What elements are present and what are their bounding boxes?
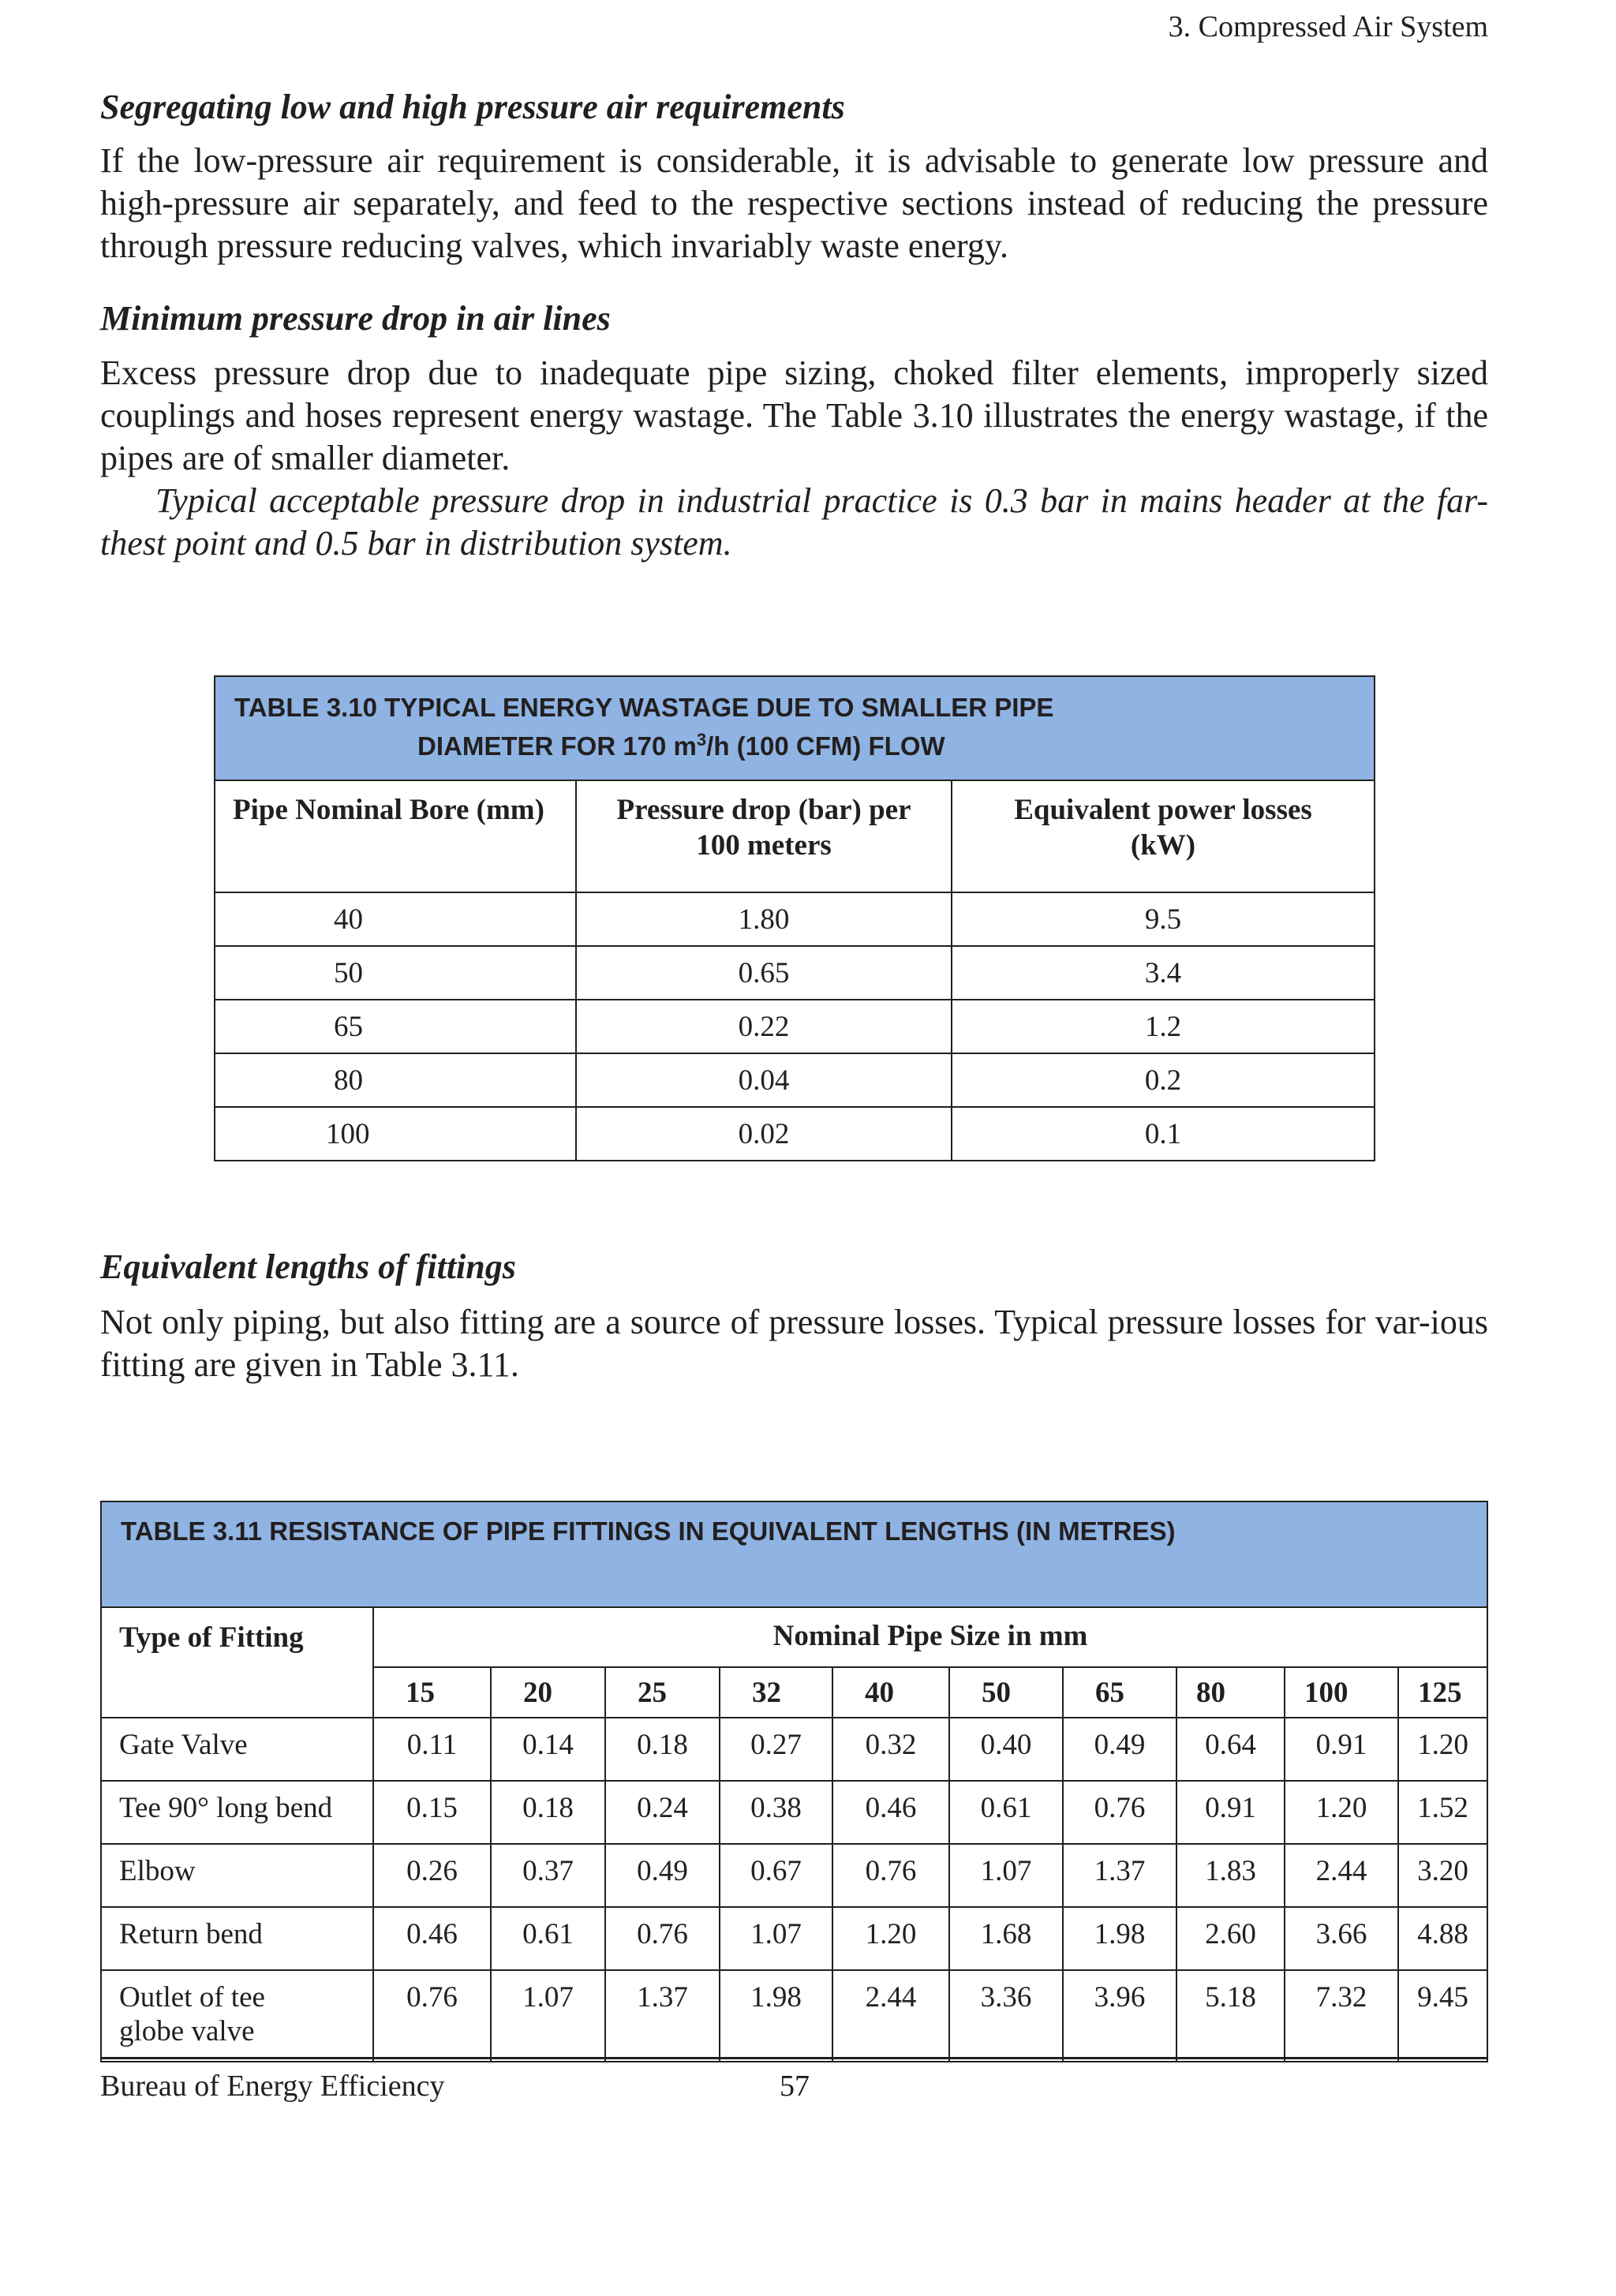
paragraph-segregating: If the low-pressure air requirement is considerable, it is advisable to generate low pressure and high-pressure air separately, and feed to the respective sections instead of reducing the pressure through pressure reducing valves, which invariably waste energy. <box>100 141 1488 265</box>
cell-value: 1.07 <box>720 1907 832 1970</box>
cell-pressure-drop: 1.80 <box>576 892 952 946</box>
table-row <box>101 1718 1487 1781</box>
cell-value: 3.96 <box>1063 1970 1176 2062</box>
cell-value: 0.14 <box>491 1718 605 1781</box>
cell-value: 1.98 <box>720 1970 832 2062</box>
cell-value: 3.36 <box>949 1970 1063 2062</box>
cell-power-loss: 1.2 <box>952 1000 1375 1053</box>
cell-power-loss: 9.5 <box>952 892 1375 946</box>
table-row <box>101 1970 1487 2062</box>
size-header: 65 <box>1063 1667 1176 1718</box>
table-3-10-caption <box>215 676 1375 780</box>
cell-value: 0.46 <box>832 1781 949 1844</box>
cell-power-loss: 3.4 <box>952 946 1375 1000</box>
table-3-10 <box>214 675 1375 1161</box>
cell-value: 1.52 <box>1398 1781 1487 1844</box>
size-header: 125 <box>1398 1667 1487 1718</box>
footer-rule <box>100 2057 1488 2059</box>
table-row <box>215 892 1375 946</box>
section-heading-fittings: Equivalent lengths of fittings <box>100 1247 516 1286</box>
cell-value: 0.76 <box>373 1970 491 2062</box>
size-header: 32 <box>720 1667 832 1718</box>
size-header: 50 <box>949 1667 1063 1718</box>
col-header-nominal-size: Nominal Pipe Size in mm <box>373 1607 1487 1667</box>
cell-value: 2.44 <box>1285 1844 1398 1907</box>
running-head: 3. Compressed Air System <box>1168 10 1488 43</box>
cell-value: 0.18 <box>491 1781 605 1844</box>
table-row <box>101 1781 1487 1844</box>
cell-value: 0.76 <box>1063 1781 1176 1844</box>
table-3-10-caption-line2: DIAMETER FOR 170 $m^3/h$ (100 CFM) FLOW <box>417 730 945 761</box>
cell-value: 7.32 <box>1285 1970 1398 2062</box>
cell-value: 0.11 <box>373 1718 491 1781</box>
table-3-11 <box>100 1501 1488 2062</box>
cell-value: 4.88 <box>1398 1907 1487 1970</box>
paragraph-pressure-drop: Excess pressure drop due to inadequate pipe sizing, choked filter elements, improperly sized couplings and hoses represent energy wastage. The Table 3.10 illustrates the energy wastage, if the pipes are of smaller diameter. <box>100 353 1488 477</box>
table-row <box>101 1844 1487 1907</box>
cell-bore: 50 <box>215 946 576 1000</box>
col-header-fitting-type: Type of Fitting <box>101 1607 373 1718</box>
fitting-name: Return bend <box>101 1907 373 1970</box>
table-row <box>215 1053 1375 1107</box>
cell-value: 0.61 <box>949 1781 1063 1844</box>
cell-value: 1.07 <box>949 1844 1063 1907</box>
cell-value: 0.24 <box>605 1781 720 1844</box>
cell-value: 0.64 <box>1176 1718 1285 1781</box>
cell-bore: 65 <box>215 1000 576 1053</box>
paragraph-fittings: Not only piping, but also fitting are a source of pressure losses. Typical pressure losses for var-ious fitting are given in Table 3.11. <box>100 1303 1488 1384</box>
cell-value: 9.45 <box>1398 1970 1487 2062</box>
cell-value: 2.44 <box>832 1970 949 2062</box>
table-row <box>215 1107 1375 1161</box>
table-row <box>215 946 1375 1000</box>
cell-value: 1.20 <box>1398 1718 1487 1781</box>
size-header: 100 <box>1285 1667 1398 1718</box>
cell-value: 1.37 <box>1063 1844 1176 1907</box>
cell-value: 0.38 <box>720 1781 832 1844</box>
cell-value: 5.18 <box>1176 1970 1285 2062</box>
cell-value: 1.83 <box>1176 1844 1285 1907</box>
cell-value: 0.15 <box>373 1781 491 1844</box>
fitting-name: Gate Valve <box>101 1718 373 1781</box>
col-header-power-losses: Equivalent power losses (kW) <box>952 780 1375 892</box>
size-header: 80 <box>1176 1667 1285 1718</box>
cell-pressure-drop: 0.02 <box>576 1107 952 1161</box>
cell-value: 0.49 <box>1063 1718 1176 1781</box>
table-row <box>101 1907 1487 1970</box>
col-header-bore: Pipe Nominal Bore (mm) <box>215 780 576 892</box>
cell-bore: 40 <box>215 892 576 946</box>
footer-publisher: Bureau of Energy Efficiency <box>100 2070 445 2103</box>
cell-value: 0.40 <box>949 1718 1063 1781</box>
fitting-name: Elbow <box>101 1844 373 1907</box>
cell-value: 1.68 <box>949 1907 1063 1970</box>
cell-value: 0.18 <box>605 1718 720 1781</box>
cell-value: 1.20 <box>1285 1781 1398 1844</box>
cell-value: 1.98 <box>1063 1907 1176 1970</box>
table-row <box>215 1000 1375 1053</box>
paragraph-acceptable-drop: Typical acceptable pressure drop in industrial practice is 0.3 bar in mains header at the far-thest point and 0.5 bar in distribution system. <box>100 481 1488 563</box>
fitting-name: Tee 90° long bend <box>101 1781 373 1844</box>
cell-value: 3.66 <box>1285 1907 1398 1970</box>
cell-value: 1.37 <box>605 1970 720 2062</box>
fitting-name: Outlet of tee globe valve <box>101 1970 373 2062</box>
cell-value: 0.76 <box>605 1907 720 1970</box>
table-3-11-caption: TABLE 3.11 RESISTANCE OF PIPE FITTINGS IN EQUIVALENT LENGTHS (IN METRES) <box>101 1501 1487 1607</box>
cell-value: 0.91 <box>1176 1781 1285 1844</box>
cell-power-loss: 0.1 <box>952 1107 1375 1161</box>
page-number: 57 <box>780 2070 810 2103</box>
cell-power-loss: 0.2 <box>952 1053 1375 1107</box>
cell-value: 0.46 <box>373 1907 491 1970</box>
cell-bore: 80 <box>215 1053 576 1107</box>
cell-value: 2.60 <box>1176 1907 1285 1970</box>
cell-value: 0.32 <box>832 1718 949 1781</box>
size-header: 20 <box>491 1667 605 1718</box>
cell-value: 0.26 <box>373 1844 491 1907</box>
cell-pressure-drop: 0.04 <box>576 1053 952 1107</box>
cell-pressure-drop: 0.22 <box>576 1000 952 1053</box>
cell-value: 0.67 <box>720 1844 832 1907</box>
cell-value: 0.27 <box>720 1718 832 1781</box>
size-header: 40 <box>832 1667 949 1718</box>
section-heading-segregating: Segregating low and high pressure air requirements <box>100 88 845 126</box>
cell-value: 0.49 <box>605 1844 720 1907</box>
section-heading-pressure-drop: Minimum pressure drop in air lines <box>100 299 611 338</box>
cell-value: 3.20 <box>1398 1844 1487 1907</box>
cell-bore: 100 <box>215 1107 576 1161</box>
cell-value: 1.07 <box>491 1970 605 2062</box>
table-3-10-caption-line1: TABLE 3.10 TYPICAL ENERGY WASTAGE DUE TO SMALLER PIPE <box>234 693 1054 722</box>
cell-pressure-drop: 0.65 <box>576 946 952 1000</box>
col-header-pressure-drop: Pressure drop (bar) per 100 meters <box>576 780 952 892</box>
cell-value: 0.76 <box>832 1844 949 1907</box>
cell-value: 1.20 <box>832 1907 949 1970</box>
cell-value: 0.91 <box>1285 1718 1398 1781</box>
size-header: 25 <box>605 1667 720 1718</box>
size-header: 15 <box>373 1667 491 1718</box>
cell-value: 0.37 <box>491 1844 605 1907</box>
cell-value: 0.61 <box>491 1907 605 1970</box>
